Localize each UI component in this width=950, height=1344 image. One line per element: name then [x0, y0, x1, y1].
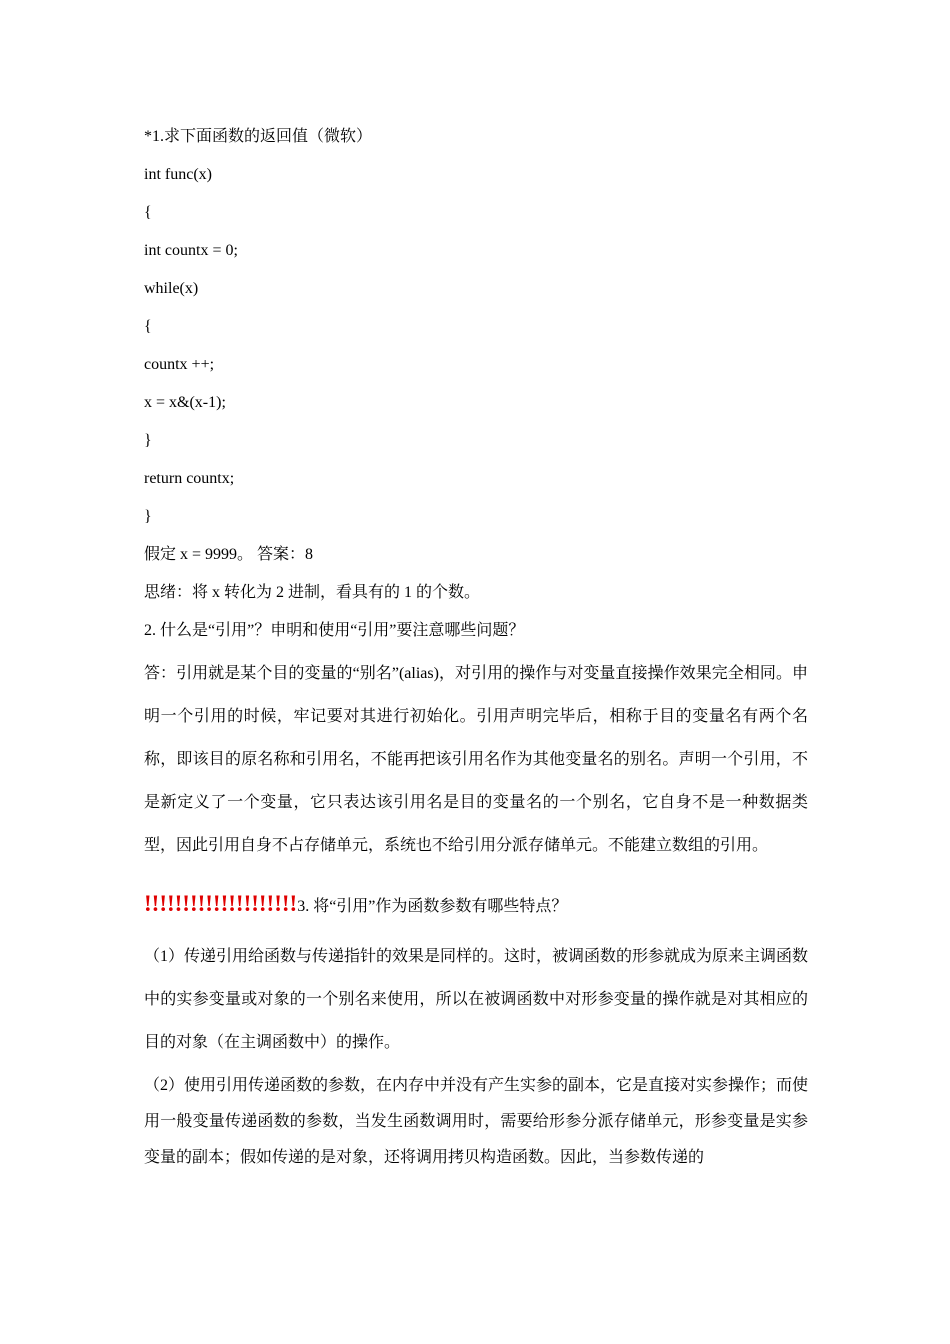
- question-3-point-2: （2）使用引用传递函数的参数，在内存中并没有产生实参的副本，它是直接对实参操作；而使用一般变量传递函数的参数，当发生函数调用时，需要给形参分派存储单元，形参变量是实参变量的副本；假如传递的是对象，还将调用拷贝构造函数。因此，当参数传递的: [144, 1077, 809, 1166]
- question-1-answer: 假定 x = 9999。 答案：8: [144, 546, 314, 563]
- code-line: {: [144, 318, 152, 335]
- question-1-thinking: 思绪：将 x 转化为 2 进制，看具有的 1 的个数。: [144, 584, 481, 601]
- code-line: x = x&(x-1);: [144, 394, 226, 411]
- question-3-title: 3. 将“引用”作为函数参数有哪些特点？: [297, 898, 568, 915]
- document-body: [144, 118, 808, 1176]
- question-3-heading: [144, 879, 808, 929]
- code-line: }: [144, 432, 152, 449]
- code-line: int countx = 0;: [144, 242, 238, 259]
- code-line: return countx;: [144, 470, 235, 487]
- code-line: countx ++;: [144, 356, 215, 373]
- question-1-title: *1.求下面函数的返回值（微软）: [144, 128, 373, 145]
- question-3-point-1: （1）传递引用给函数与传递指针的效果是同样的。这时，被调函数的形参就成为原来主调函数中的实参变量或对象的一个别名来使用，所以在被调函数中对形参变量的操作就是对其相应的目的对象（在主调函数中）的操作。: [144, 948, 809, 1051]
- emphasis-marks: !!!!!!!!!!!!!!!!!!!!: [144, 891, 298, 916]
- code-line: }: [144, 508, 152, 525]
- question-2-answer: 答：引用就是某个目的变量的“别名”(alias)，对引用的操作与对变量直接操作效果完全相同。申明一个引用的时候，牢记要对其进行初始化。引用声明完毕后，相称于目的变量名有两个名称，即该目的原名称和引用名，不能再把该引用名作为其他变量名的别名。声明一个引用，不是新定义了一个变量，它只表达该引用名是目的变量名的一个别名，它自身不是一种数据类型，因此引用自身不占存储单元，系统也不给引用分派存储单元。不能建立数组的引用。: [144, 665, 808, 854]
- question-2-title: 2. 什么是“引用”？申明和使用“引用”要注意哪些问题？: [144, 622, 525, 639]
- code-line: while(x): [144, 280, 199, 297]
- code-block: [144, 156, 808, 536]
- code-line: {: [144, 204, 152, 221]
- code-line: int func(x): [144, 166, 212, 183]
